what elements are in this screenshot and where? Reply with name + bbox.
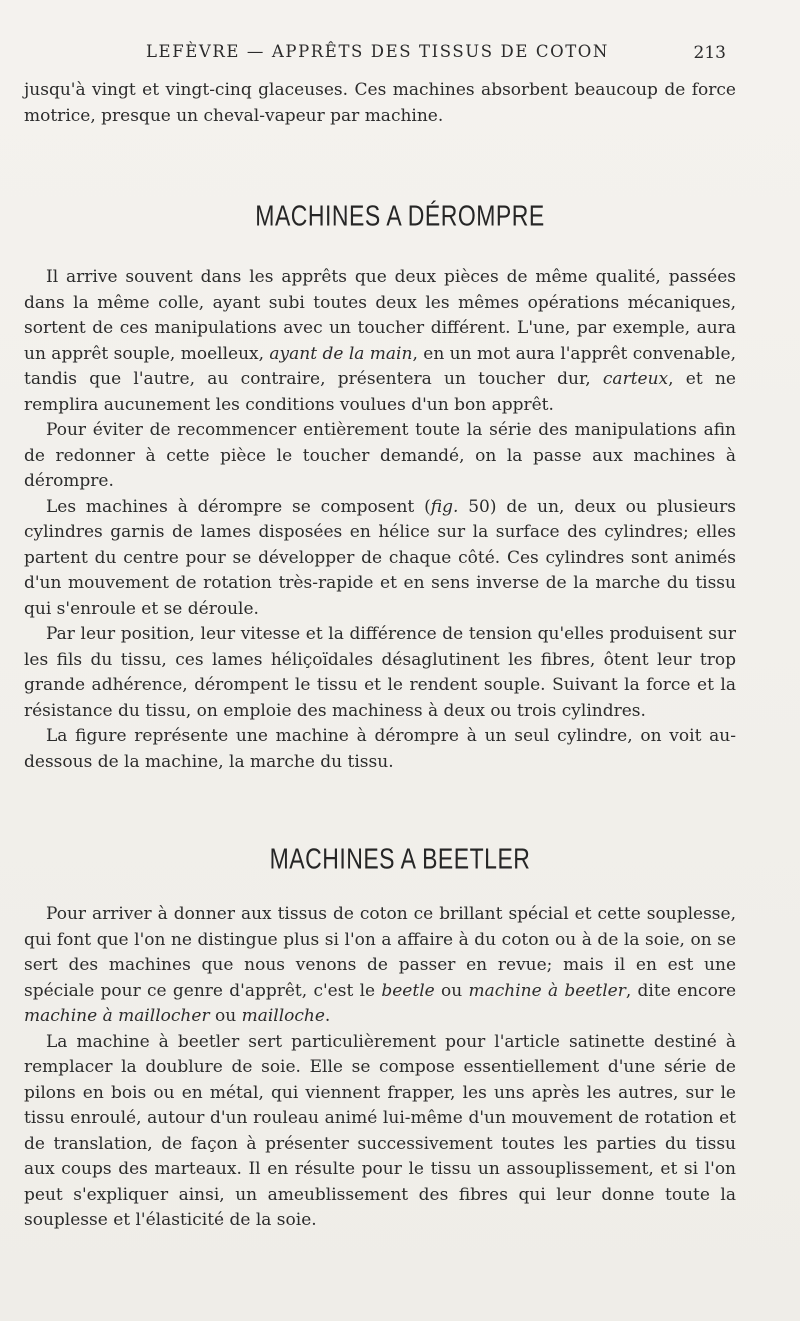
paragraph: La figure représente une machine à dérompre à un seul cylindre, on voit au-dessous de la machine, la marche du tissu. (24, 726, 736, 772)
paragraph: Par leur position, leur vitesse et la différence de tension qu'elles produisent sur les fils du tissu, ces lames héliçoïdales désaglutinent les fibres, ôtent leur trop grande adhérence, dérompent le tissu et le rendent souple. Suivant la force et la résistance du tissu, on emploie des machiness à deux ou trois cylindres. (24, 624, 736, 721)
section-heading-beetler: MACHINES A BEETLER (269, 842, 531, 875)
page-number: 213 (693, 43, 726, 63)
intro-paragraph: jusqu'à vingt et vingt-cinq glaceuses. Ces machines absorbent beaucoup de force motrice, presque un cheval-vapeur par machine. (24, 80, 736, 126)
paragraph: Pour éviter de recommencer entièrement toute la série des manipulations afin de redonner à cette pièce le toucher demandé, on la passe aux machines à dérompre. (24, 420, 736, 491)
paragraph: Pour arriver à donner aux tissus de coton ce brillant spécial et cette souplesse, qui font que l'on ne distingue plus si l'on a affaire à du coton ou à de la soie, on se sert des machines que nous venons de passer en revue; mais il en est une spéciale pour ce genre d'apprêt, c'est le beetle ou machine à beetler, dite encore machine à maillocher ou mailloche. (24, 904, 736, 1026)
paragraph: La machine à beetler sert particulièrement pour l'article satinette destiné à remplacer la doublure de soie. Elle se compose essentiellement d'une série de pilons en bois ou en métal, qui viennent frapper, les uns après les autres, sur le tissu enroulé, autour d'un rouleau animé lui-même d'un mouvement de rotation et de translation, de façon à présenter successivement toutes les parties du tissu aux coups des marteaux. Il en résulte pour le tissu un assouplissement, et si l'on peut s'expliquer ainsi, un ameublissement des fibres qui leur donne toute la souplesse et l'élasticité de la soie. (24, 1031, 736, 1230)
running-title: LEFÈVRE — APPRÊTS DES TISSUS DE COTON (146, 42, 609, 61)
section-derompre-body (24, 265, 736, 775)
intro-paragraph-block (24, 78, 736, 129)
section-heading-derompre: MACHINES A DÉROMPRE (255, 199, 545, 232)
paragraph: Les machines à dérompre se composent (fig. 50) de un, deux ou plusieurs cylindres garnis de lames disposées en hélice sur la surface des cylindres; elles partent du centre pour se développer de chaque côté. Ces cylindres sont animés d'un mouvement de rotation très-rapide et en sens inverse de la marche du tissu qui s'enroule et se déroule. (24, 496, 736, 619)
section-beetler-body (24, 902, 736, 1234)
paragraph: Il arrive souvent dans les apprêts que deux pièces de même qualité, passées dans la même colle, ayant subi toutes deux les mêmes opérations mécaniques, sortent de ces manipulations avec un toucher différent. L'une, par exemple, aura un apprêt souple, moelleux, ayant de la main, en un mot aura l'apprêt convenable, tandis que l'autre, au contraire, présentera un toucher dur, carteux, et ne remplira aucunement les conditions voulues d'un bon apprêt. (24, 267, 736, 415)
running-head (0, 42, 800, 66)
